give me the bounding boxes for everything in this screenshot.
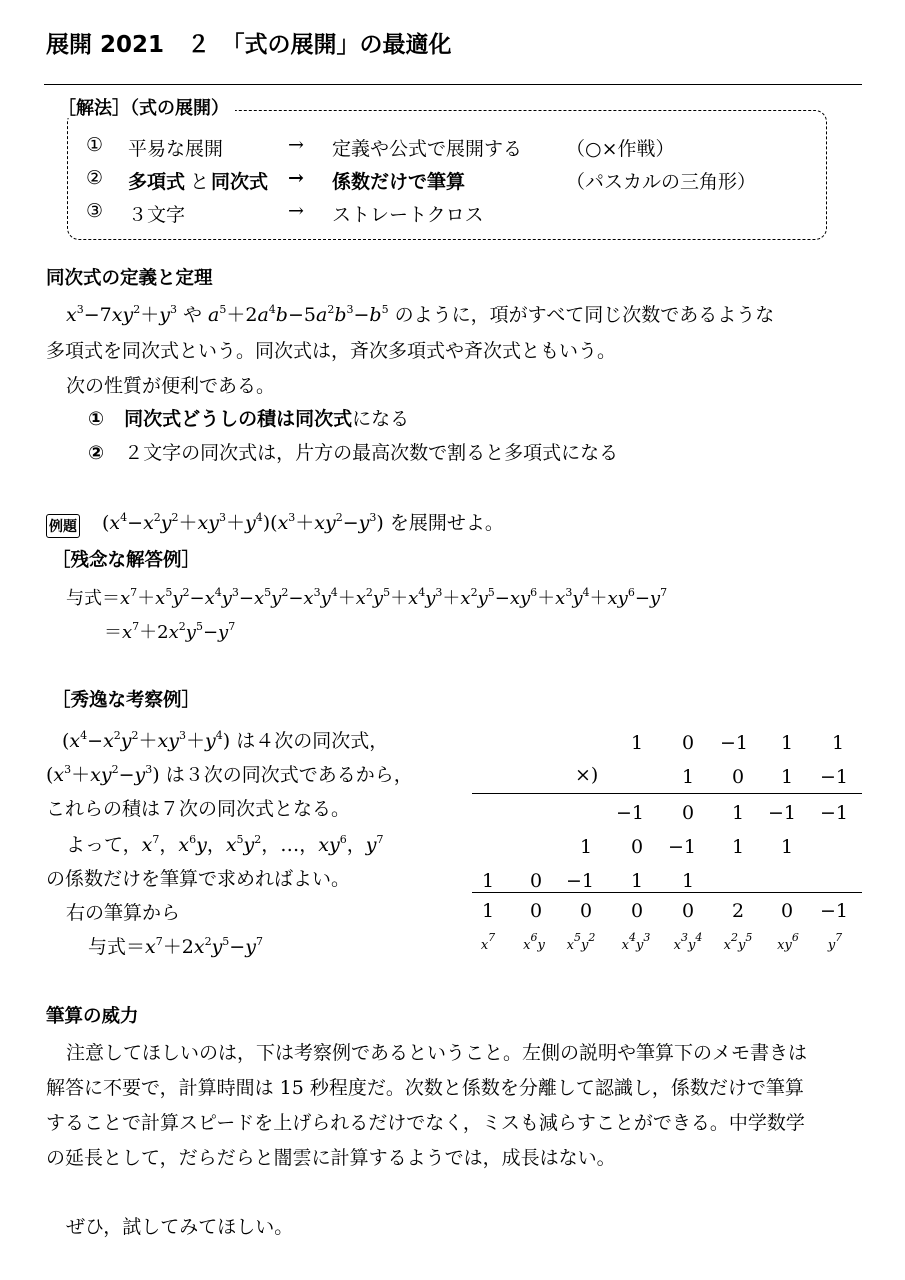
calc-result-cell: 0	[681, 900, 695, 922]
calc-cell: 0	[529, 870, 543, 892]
term-label: $x^6y$	[523, 931, 545, 953]
multiply-sign: ×)	[575, 764, 599, 786]
method-row-num: ③	[86, 200, 104, 222]
calc-cell: 1	[579, 836, 593, 858]
property-1-bold: 同次式どうしの積は同次式	[124, 408, 353, 430]
method-row-name: ３文字	[128, 204, 186, 226]
formula: $a^5+2a^4b-5a^2b^3-b^5$	[208, 303, 389, 326]
good-line-4-text: よって，	[66, 834, 142, 856]
arrow-icon: →	[288, 167, 304, 189]
calc-cell: 1	[731, 836, 745, 858]
section-title-bad-answer: ［残念な解答例］	[52, 550, 201, 571]
good-line-2-text: は３次の同次式であるから，	[165, 764, 413, 786]
calc-cell: −1	[767, 802, 796, 824]
property-2-text: ２文字の同次式は，片方の最高次数で割ると多項式になる	[124, 442, 619, 464]
calc-cell: 1	[831, 732, 845, 754]
method-row-3	[0, 200, 905, 224]
lhs-label: 与式	[66, 588, 102, 609]
formula: $=x^7+x^5y^2-x^4y^3-x^5y^2-x^3y^4+x^2y^5+x^4y^3+x^2y^5-xy^6+x^3y^4+xy^6-y^7$	[102, 586, 668, 609]
calc-cell: 1	[481, 870, 495, 892]
method-row-num: ②	[86, 167, 104, 189]
lhs-label: 与式	[88, 936, 127, 958]
method-row-1	[0, 134, 905, 158]
definition-line-3: 次の性質が便利である。	[66, 375, 276, 397]
calc-cell: −1	[819, 766, 848, 788]
property-1-rest: になる	[352, 408, 410, 430]
arrow-icon: →	[288, 134, 304, 156]
calc-rule	[472, 892, 862, 893]
calc-cell: 1	[681, 766, 695, 788]
definition-line-1-text: のように，項がすべて同じ次数であるような	[394, 304, 775, 326]
calc-cell: −1	[615, 802, 644, 824]
calc-cell: −1	[719, 732, 748, 754]
term-label: $x^5y^2$	[566, 931, 596, 953]
method-row-num: ①	[86, 134, 104, 156]
property-2	[88, 444, 618, 463]
calc-cell: 1	[681, 870, 695, 892]
calc-result-cell: 2	[731, 900, 745, 922]
power-paragraph-line-1: 注意してほしいのは，下は考察例であるということ。左側の説明や筆算下のメモ書きは	[66, 1042, 808, 1064]
section-title-good-answer: ［秀逸な考察例］	[52, 690, 201, 711]
example-tag: 例題	[46, 514, 80, 538]
bad-answer-line-1	[66, 586, 668, 609]
calc-cell: 1	[780, 732, 794, 754]
term-label: $xy^6$	[777, 931, 799, 953]
power-paragraph-line-4: の延長として，だらだらと闇雲に計算するようでは，成長はない。	[46, 1147, 616, 1169]
calc-result-cell: 0	[579, 900, 593, 922]
method-row-name-mid: と	[190, 171, 210, 193]
term-label: $x^4y^3$	[621, 931, 651, 953]
connector-text: や	[182, 304, 202, 326]
good-line-2	[46, 763, 413, 786]
method-row-name-b: 同次式	[211, 171, 269, 193]
formula: $x^3-7xy^2+y^3$	[66, 303, 177, 326]
good-line-7	[88, 935, 263, 958]
calc-cell: 1	[780, 836, 794, 858]
method-row-desc: 係数だけで筆算	[332, 171, 466, 193]
good-line-6: 右の筆算から	[66, 902, 181, 924]
calc-cell: −1	[667, 836, 696, 858]
method-box-title: ［解法］（式の展開）	[52, 100, 235, 118]
term-label: $x^7$	[480, 931, 496, 953]
definition-line-2: 多項式を同次式という。同次式は，斉次多項式や斉次式ともいう。	[46, 340, 617, 362]
example-problem	[102, 511, 504, 534]
method-row-name-a: 多項式	[128, 171, 186, 193]
closing-line: ぜひ，試してみてほしい。	[66, 1216, 294, 1238]
calc-result-cell: 0	[780, 900, 794, 922]
calc-result-cell: 0	[529, 900, 543, 922]
method-row-name: 平易な展開	[128, 138, 224, 160]
calc-cell: 0	[630, 836, 644, 858]
calc-result-cell: 1	[481, 900, 495, 922]
section-title-power: 筆算の威力	[46, 1006, 139, 1027]
power-paragraph-line-2: 解答に不要で，計算時間は 15 秒程度だ。次数と係数を分離して認識し，係数だけで筆算	[46, 1077, 804, 1099]
good-line-5: の係数だけを筆算で求めればよい。	[46, 868, 351, 890]
calc-cell: −1	[565, 870, 594, 892]
header-divider	[44, 84, 862, 85]
term-label: $x^2y^5$	[723, 931, 753, 953]
calc-cell: 1	[630, 732, 644, 754]
section-title-definition: 同次式の定義と定理	[46, 268, 213, 289]
calc-cell: 0	[681, 732, 695, 754]
property-num: ①	[88, 408, 105, 430]
bad-answer-line-2	[104, 620, 236, 643]
power-paragraph-line-3: することで計算スピードを上げられるだけでなく，ミスも減らすことができる。中学数学	[46, 1112, 805, 1134]
calc-cell: 1	[780, 766, 794, 788]
calc-result-cell: −1	[819, 900, 848, 922]
calc-rule	[472, 793, 862, 794]
good-line-1	[62, 729, 389, 752]
formula: $=x^7+2x^2y^5-y^7$	[126, 935, 263, 958]
calc-result-cell: 0	[630, 900, 644, 922]
calc-cell: 0	[681, 802, 695, 824]
method-row-note: （○×作戦）	[566, 138, 675, 160]
method-row-desc: ストレートクロス	[332, 204, 484, 226]
good-line-4	[66, 833, 384, 856]
method-row-note: （パスカルの三角形）	[566, 171, 757, 193]
method-row-desc: 定義や公式で展開する	[332, 138, 523, 160]
term-label: $y^7$	[827, 931, 843, 953]
calc-cell: 1	[630, 870, 644, 892]
good-line-1-text: は４次の同次式，	[236, 730, 389, 752]
calc-cell: 1	[731, 802, 745, 824]
formula: $(x^4-x^2y^2+xy^3+y^4)(x^3+xy^2-y^3)$	[102, 511, 384, 534]
property-1	[88, 410, 409, 429]
term-label: $x^3y^4$	[673, 931, 703, 953]
formula: $x^7$，$x^6y$，$x^5y^2$，…，$xy^6$，$y^7$	[141, 833, 384, 856]
property-num: ②	[88, 442, 105, 464]
arrow-icon: →	[288, 200, 304, 222]
method-row-2	[0, 167, 905, 191]
page-title: 展開 2021 ２ 「式の展開」の最適化	[46, 32, 452, 58]
formula: $(x^3+xy^2-y^3)$	[46, 763, 160, 786]
formula: $=x^7+2x^2y^5-y^7$	[104, 620, 236, 643]
definition-line-1	[66, 303, 775, 326]
calc-cell: 0	[731, 766, 745, 788]
calc-cell: −1	[819, 802, 848, 824]
good-line-3: これらの積は７次の同次式となる。	[46, 798, 351, 820]
formula: $(x^4-x^2y^2+xy^3+y^4)$	[62, 729, 231, 752]
example-suffix: を展開せよ。	[389, 512, 504, 534]
